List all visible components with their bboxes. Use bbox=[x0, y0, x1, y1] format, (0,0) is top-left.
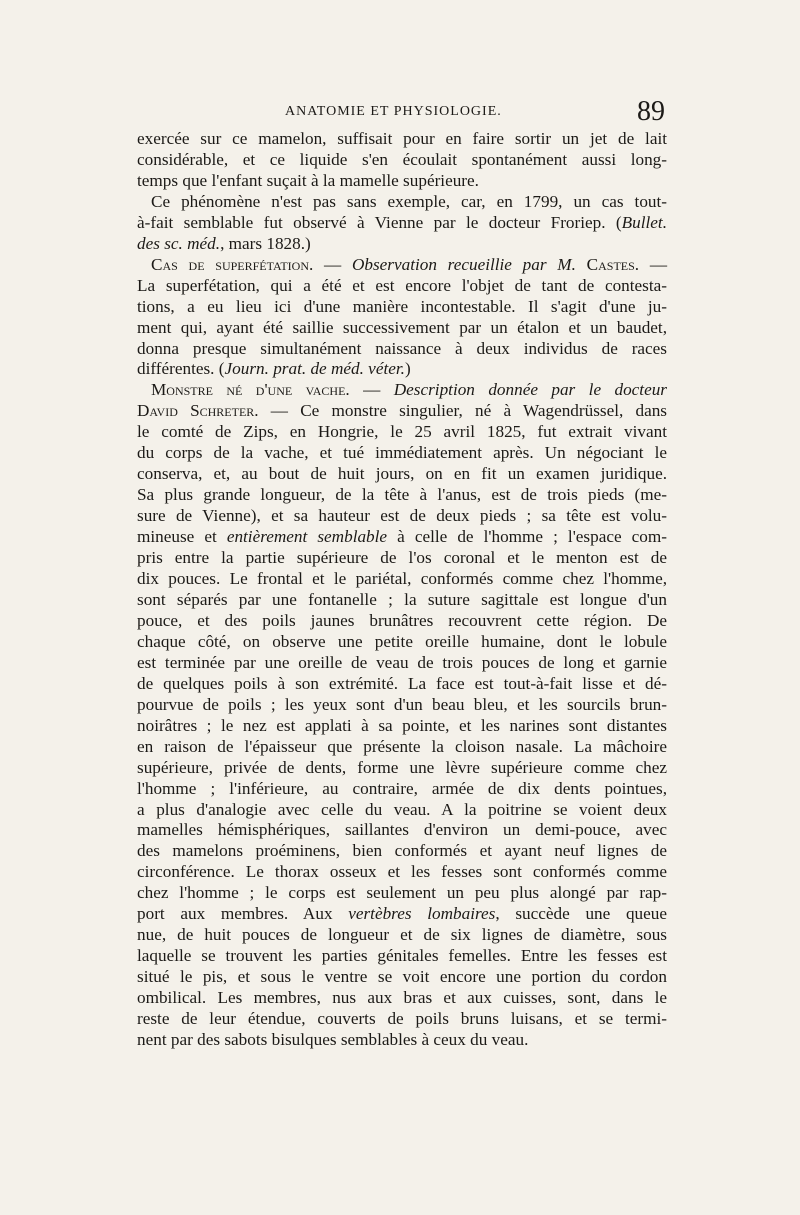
text-segment: mineuse et bbox=[137, 527, 227, 547]
text-segment: nent par des sabots bisulques semblables à ceux du veau. bbox=[137, 1029, 529, 1049]
text-segment: — Ce monstre singulier, né à Wagendrüssel, dans bbox=[258, 401, 667, 421]
text-segment: sont séparés par une fontanelle ; la suture sagittale est longue d'un bbox=[137, 589, 667, 609]
text-line bbox=[137, 318, 667, 339]
text-segment: vertèbres lombaires bbox=[348, 904, 496, 924]
text-segment: pouce, et des poils jaunes brunâtres recouvrent cette région. De bbox=[137, 610, 667, 630]
text-segment: entièrement semblable bbox=[226, 527, 388, 547]
text-segment: Cas de superfétation. bbox=[151, 254, 314, 274]
text-line bbox=[137, 737, 667, 758]
running-title: ANATOMIE ET PHYSIOLOGIE. bbox=[285, 104, 502, 119]
text-line bbox=[137, 967, 667, 988]
text-line bbox=[137, 255, 667, 276]
text-line bbox=[137, 359, 667, 380]
text-segment: des sc. méd. bbox=[137, 233, 221, 253]
text-segment: Monstre né d'une vache. bbox=[151, 380, 350, 400]
text-line bbox=[137, 632, 667, 653]
text-segment: , succède une queue bbox=[495, 904, 667, 924]
text-line bbox=[137, 820, 667, 841]
text-segment: reste de leur étendue, couverts de poils bruns luisans, et se termi- bbox=[137, 1009, 667, 1029]
text-segment: ) bbox=[404, 359, 411, 379]
body-text bbox=[137, 129, 667, 1051]
text-segment: pourvue de poils ; les yeux sont d'un beau bleu, et les sourcils brun- bbox=[137, 694, 667, 714]
text-line bbox=[137, 569, 667, 590]
text-segment: à-fait semblable fut observé à Vienne par le docteur Froriep. ( bbox=[137, 212, 622, 232]
text-segment: noirâtres ; le nez est applati à sa pointe, et les narines sont distantes bbox=[137, 715, 667, 735]
text-line bbox=[137, 276, 667, 297]
text-segment: nue, de huit pouces de longueur et de six lignes de diamètre, sous bbox=[137, 925, 667, 945]
text-line bbox=[137, 464, 667, 485]
text-segment bbox=[576, 255, 587, 274]
text-segment: mamelles hémisphériques, saillantes d'environ un demi-pouce, avec bbox=[137, 820, 667, 840]
text-line bbox=[137, 883, 667, 904]
text-line bbox=[137, 171, 667, 192]
text-line bbox=[137, 129, 667, 150]
text-line bbox=[137, 925, 667, 946]
text-line bbox=[137, 695, 667, 716]
text-segment: Ce phénomène n'est pas sans exemple, car, en 1799, un cas tout- bbox=[151, 191, 667, 211]
text-line bbox=[137, 758, 667, 779]
text-segment: Journ. prat. de méd. véter. bbox=[224, 359, 405, 379]
text-line bbox=[137, 904, 667, 925]
text-segment: supérieure, privée de dents, forme une lèvre supérieure comme chez bbox=[137, 757, 667, 777]
text-segment: laquelle se trouvent les parties génitales femelles. Entre les fesses est bbox=[137, 946, 667, 966]
text-line bbox=[137, 862, 667, 883]
text-line bbox=[137, 422, 667, 443]
text-segment: chaque côté, on observe une petite oreille humaine, dont le lobule bbox=[137, 631, 667, 651]
text-segment: a plus d'analogie avec celle du veau. A la poitrine se voient deux bbox=[137, 799, 667, 819]
text-segment: — bbox=[349, 380, 394, 400]
text-line bbox=[137, 485, 667, 506]
text-line bbox=[137, 506, 667, 527]
text-segment: — bbox=[639, 254, 668, 274]
text-line bbox=[137, 213, 667, 234]
text-segment: Sa plus grande longueur, de la tête à l'anus, est de trois pieds (me- bbox=[137, 485, 667, 505]
text-line bbox=[137, 339, 667, 360]
text-segment: considérable, et ce liquide s'en écoulait spontanément aussi long- bbox=[137, 149, 667, 169]
text-line bbox=[137, 674, 667, 695]
text-segment: sure de Vienne), et sa hauteur est de deux pieds ; sa tête est volu- bbox=[137, 506, 667, 526]
text-line bbox=[137, 590, 667, 611]
text-segment: situé le pis, et sous le ventre se voit encore une portion du cordon bbox=[137, 967, 667, 987]
text-line bbox=[137, 192, 667, 213]
text-segment: ment qui, ayant été saillie successivement par un étalon et un baudet, bbox=[137, 317, 667, 337]
text-segment: David Schreter. bbox=[137, 401, 259, 421]
text-segment: circonférence. Le thorax osseux et les fesses sont conformés comme bbox=[137, 862, 667, 882]
text-segment: le comté de Zips, en Hongrie, le 25 avril 1825, fut extrait vivant bbox=[137, 422, 667, 442]
text-segment: Castes. bbox=[586, 254, 640, 274]
text-segment: du corps de la vache, et tué immédiatement après. Un négociant le bbox=[137, 443, 667, 463]
text-segment: , mars 1828.) bbox=[220, 233, 311, 253]
text-segment: différentes. ( bbox=[137, 359, 225, 379]
page-number: 89 bbox=[637, 96, 665, 127]
text-segment: à celle de l'homme ; l'espace com- bbox=[387, 527, 667, 547]
text-segment: port aux membres. Aux bbox=[137, 904, 349, 924]
text-segment: ombilical. Les membres, nus aux bras et aux cuisses, sont, dans le bbox=[137, 988, 667, 1008]
text-segment: exercée sur ce mamelon, suffisait pour en faire sortir un jet de lait bbox=[137, 129, 667, 148]
text-segment: — bbox=[313, 254, 352, 274]
text-line bbox=[137, 234, 667, 255]
text-line bbox=[137, 527, 667, 548]
text-segment: Description donnée par le docteur bbox=[393, 380, 667, 400]
text-segment: tions, a eu lieu ici d'une manière incontestable. Il s'agit d'une ju- bbox=[137, 296, 667, 316]
text-segment: temps que l'enfant suçait à la mamelle supérieure. bbox=[137, 170, 479, 190]
text-line bbox=[137, 380, 667, 401]
text-segment: des mamelons proéminens, bien conformés et ayant neuf lignes de bbox=[137, 841, 667, 861]
text-segment: conserva, et, au bout de huit jours, on en fit un examen juridique. bbox=[137, 464, 667, 484]
text-line bbox=[137, 779, 667, 800]
text-line bbox=[137, 548, 667, 569]
text-segment: est terminée par une oreille de veau de trois pouces de long et garnie bbox=[137, 652, 667, 672]
text-line bbox=[137, 443, 667, 464]
text-segment: pris entre la partie supérieure de l'os coronal et le menton est de bbox=[137, 548, 667, 568]
text-line bbox=[137, 946, 667, 967]
text-line bbox=[137, 988, 667, 1009]
text-line bbox=[137, 653, 667, 674]
text-line bbox=[137, 841, 667, 862]
text-segment: Observation recueillie par M. bbox=[351, 254, 576, 274]
text-line bbox=[137, 1009, 667, 1030]
text-segment: dix pouces. Le frontal et le pariétal, conformés comme chez l'homme, bbox=[137, 569, 667, 589]
text-segment: donna presque simultanément naissance à deux individus de races bbox=[137, 338, 667, 358]
text-segment: chez l'homme ; le corps est seulement un peu plus alongé par rap- bbox=[137, 883, 667, 903]
text-segment: en raison de l'épaisseur que présente la cloison nasale. La mâchoire bbox=[137, 736, 667, 756]
text-segment: La superfétation, qui a été et est encore l'objet de tant de contesta- bbox=[137, 275, 667, 295]
text-segment: Bullet. bbox=[621, 212, 667, 232]
text-line bbox=[137, 611, 667, 632]
text-line bbox=[137, 150, 667, 171]
text-segment: de quelques poils à son extrémité. La face est tout-à-fait lisse et dé- bbox=[137, 673, 667, 693]
text-line bbox=[137, 716, 667, 737]
text-line bbox=[137, 1030, 667, 1051]
text-line bbox=[137, 800, 667, 821]
page-header bbox=[285, 98, 665, 128]
text-line bbox=[137, 297, 667, 318]
text-segment: l'homme ; l'inférieure, au contraire, armée de dix dents pointues, bbox=[137, 778, 667, 798]
text-line bbox=[137, 401, 667, 422]
